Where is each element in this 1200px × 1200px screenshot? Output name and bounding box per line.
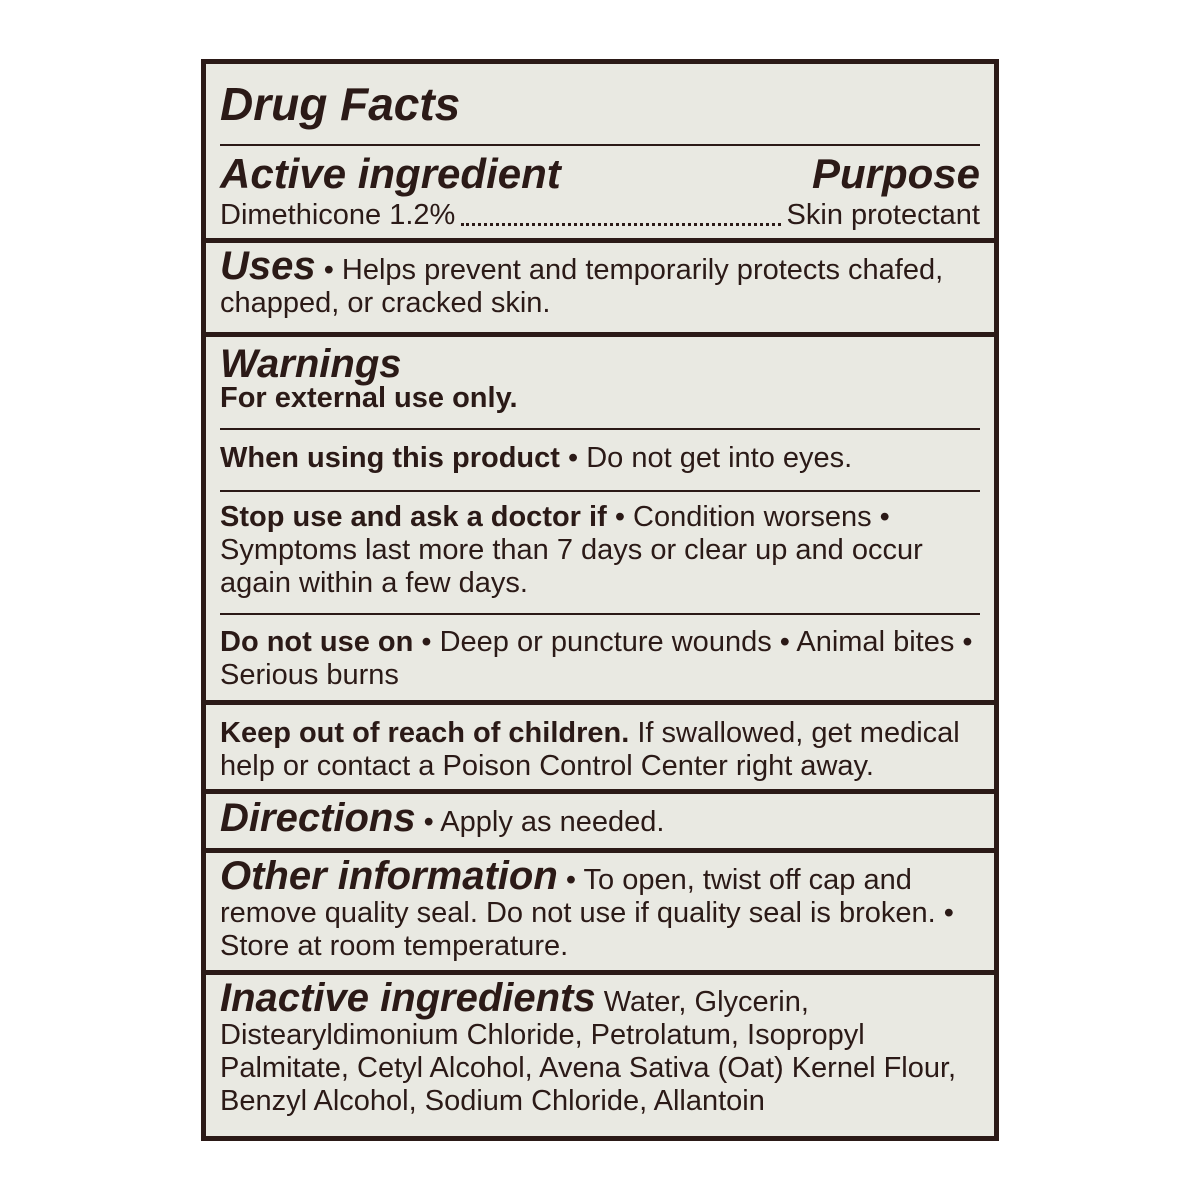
- active-heading-row: [220, 150, 980, 198]
- inactive-text: Water, Glycerin, Distearyldimonium Chloride, Petrolatum, Isopropyl Palmitate, Cetyl Alcohol, Avena Sativa (Oat) Kernel Flour, Benzyl Alcohol, Sodium Chloride, Allantoin: [220, 986, 957, 1117]
- purpose-heading: Purpose: [811, 150, 980, 197]
- do-not-use-text: • Deep or puncture wounds • Animal bites • Serious burns: [220, 626, 973, 691]
- divider: [220, 144, 980, 146]
- warnings-heading: Warnings: [220, 342, 402, 386]
- when-using-text: • Do not get into eyes.: [567, 442, 853, 474]
- inactive-heading: Inactive ingredients: [220, 976, 596, 1020]
- directions-text: • Apply as needed.: [423, 806, 665, 838]
- when-using-label: When using this product: [220, 442, 560, 474]
- do-not-use-label: Do not use on: [220, 626, 414, 658]
- section-separator: [206, 332, 994, 337]
- active-ingredient-name: Dimethicone 1.2%: [220, 199, 456, 231]
- drug-facts-title: Drug Facts: [220, 78, 461, 130]
- divider: [220, 490, 980, 492]
- active-ingredient-row: [220, 198, 980, 232]
- external-use-text: For external use only.: [220, 382, 518, 414]
- directions-heading: Directions: [220, 796, 416, 840]
- dot-leader: [461, 223, 780, 226]
- section-separator: [206, 238, 994, 243]
- directions-section: [220, 796, 980, 840]
- stop-use-text: • Condition worsens • Symptoms last more than 7 days or clear up and occur again within a few days.: [220, 501, 923, 599]
- drug-facts-panel: [201, 59, 999, 1141]
- uses-text: • Helps prevent and temporarily protects chafed, chapped, or cracked skin.: [220, 254, 944, 319]
- stop-use-label: Stop use and ask a doctor if: [220, 501, 607, 533]
- section-separator: [206, 789, 994, 794]
- keep-out-label: Keep out of reach of children.: [220, 717, 630, 749]
- divider: [220, 613, 980, 615]
- stop-use-section: [220, 501, 980, 600]
- keep-out-section: [220, 717, 980, 783]
- uses-heading: Uses: [220, 244, 316, 288]
- active-ingredient-heading: Active ingredient: [220, 150, 561, 197]
- other-info-heading: Other information: [220, 854, 558, 898]
- do-not-use-section: [220, 626, 980, 692]
- active-purpose: Skin protectant: [786, 199, 980, 231]
- divider: [220, 428, 980, 430]
- keep-out-text: If swallowed, get medical help or contact a Poison Control Center right away.: [220, 717, 960, 782]
- inactive-section: [220, 976, 980, 1118]
- section-separator: [206, 970, 994, 975]
- other-info-section: [220, 854, 980, 963]
- when-using-section: [220, 442, 980, 475]
- section-separator: [206, 848, 994, 853]
- section-separator: [206, 700, 994, 705]
- other-info-text: • To open, twist off cap and remove quality seal. Do not use if quality seal is broken. • Store at room temperature.: [220, 864, 954, 962]
- uses-section: [220, 244, 980, 320]
